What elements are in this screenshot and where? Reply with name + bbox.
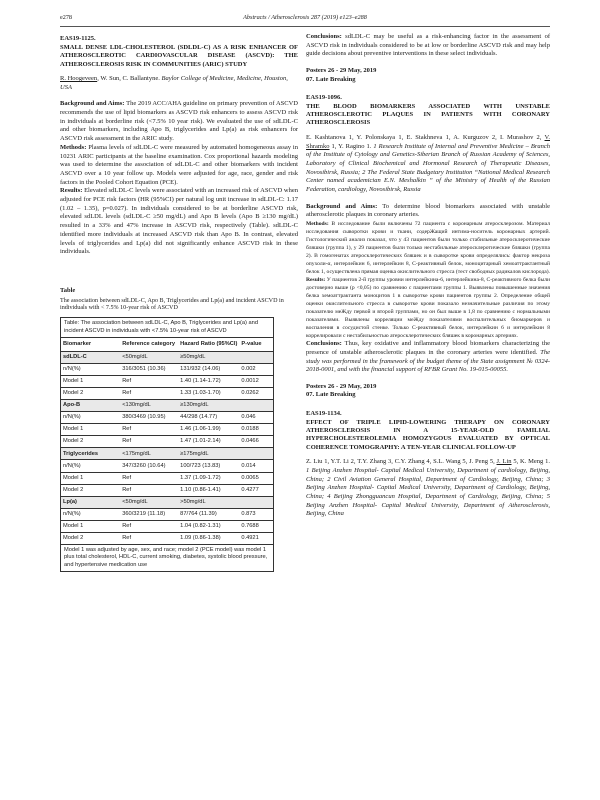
table-cell: n/N(%) [63,365,81,372]
table-header-cell: Hazard Ratio (95%CI) [180,340,238,347]
table-cell: 360/3219 (11.18) [122,511,166,517]
abstract2-methods-text: В исследование были включены 72 пациента с коронарным атеросклерозом. Материал исследования сыворотки крови и ткани, содерЖащий интима-носитель коронарных артерий. Гистологический анализ показал, что у 43 пациентов были только стабильные атеросклеротические бляшки (группа 1), у 29 пациентов были только нестабильные атеросклеротические бляшки (группа 2). В гомогенатах атеросклеротических бляшек и в сыворотке крови определялись: фактор некроза опухоли-α, интерлейкин 6, интерлейкин 8, С-реактивный белок, моноцитарный хемоаттрактантный белок 1, осуществлена прямая оценка окислительного стресса (тест свободных радикалов кислорода). [306,221,551,276]
abstract3-authors-before: Z. Liu 1, Y.T. Li 2, T.Y. Zhang 3, C.Y. Zhang 4, S.L. Wang 5, J. Peng 5, [306,458,497,466]
table-cell: Model 1 [63,377,84,384]
table-cell: 44/298 (14.77) [180,414,218,421]
table-cell: 0.0012 [241,377,259,384]
abstract2-methods [306,220,550,276]
abstract1-methods-text: Plasma levels of sdLDL-C were measured by automated homogeneous assay in 10231 ARIC participants at the baseline examination. Cox proportional hazards modeling was used to determine the association of sdLDL-C and other biomarkers with incident ASCVD over a 10 year follow up. Models were adjusted for age, race, gender and risk factors in the Pooled Cohort Equation (PCE). [60,143,298,186]
table-cell: Model 1 [63,523,84,530]
table-group-row [61,351,273,363]
abstract1-id: EAS19-1125. [60,35,96,42]
abstract2-session-dates: Posters 26 - 29 May, 2019 [306,67,377,75]
table-cell: 347/3260 (10.64) [122,462,166,469]
table-cell: Ref [122,523,132,530]
table-cell: 1.46 (1.06-1.99) [180,426,221,433]
table-cell: Model 1 [63,474,84,481]
page-number: e278 [60,14,73,21]
table-cell: 0.002 [241,365,256,372]
table-caption: The association between sdLDL-C, Apo B, Triglycerides and Lp(a) and incident ASCVD in individuals with < 7.5% 10-year risk of ASCVD [60,297,284,312]
table-row [61,472,273,484]
table-header-cell: Reference category [122,340,175,347]
abstract3-authors-after: 5, K. Meng 1. [511,458,550,466]
table-header-cell: Biomarker [63,340,92,347]
table-cell: Model 1 [63,426,84,433]
abstract3-authors [306,458,550,519]
table-cell: Lp(a) [63,498,77,505]
abstract2-title: THE BLOOD BIOMARKERS ASSOCIATED WITH UNSTABLE ATHEROSCLEROTIC PLAQUES IN PATIENTS WITH CORONARY ATHEROSCLEROSIS [306,102,550,127]
table-cell: Ref [122,390,132,397]
table-row [61,436,273,448]
table-cell: 0.046 [241,414,256,421]
table-group-row [61,496,273,508]
abstract1-conclusions-label: Conclusions: [306,33,342,40]
table-cell: Ref [122,426,132,433]
abstract1-background [60,100,298,144]
table-cell: 0.014 [241,462,256,469]
abstract2-authors [306,134,550,195]
abstract2-conclusions-label: Conclusions: [306,340,342,348]
table-cell: 0.4277 [241,486,259,493]
abstract1-results-text: Elevated sdLDL-C levels were associated with an increased risk of ASCVD when adjusted for PCE risk factors (HR (95%CI) per natural log unit increase in sdLDL-C: 1.17 (1.02 – 1.35), p=0.027). In individuals considered to be at borderline ASCVD risk, elevated sdLDL levels (sdLDL-C ≥50 mg/dL) and Apo B levels (Apo B ≥130 mg/dL) resulted in a 33% and 47% increase in ASCVD risk, respectively (Table). sdLDL-C identified more individuals at increased ASCVD risk than Apo B. In contrast, elevated levels of triglycerides and Lp(a) did not significantly enhance ASCVD risk in these individuals. [60,187,298,256]
abstract1-results [60,187,298,257]
table-cell: ≥50mg/dL [180,353,206,360]
table-figure-title: Table: The association between sdLDL-C, Apo B, Triglycerides and Lp(a) and incident ASCVD in individuals with <7.5% 10-year risk of ASCVD [61,318,273,338]
table-group-row [61,399,273,411]
table-cell: Model 2 [63,390,84,397]
table-cell: >50mg/dL [180,498,206,505]
abstract2-session-name: 07. Late Breaking [306,75,356,83]
abstract2-id: EAS19-1096. [306,93,342,101]
abstract2-presenting-author: V. Shramko [306,133,550,150]
table-cell: 131/932 (14.06) [180,365,221,372]
abstract1-coauthors: , W. Sun, C. Ballantyne. [97,74,162,82]
table-cell: 100/723 (13.83) [180,462,221,469]
table-cell: 1.09 (0.86-1.38) [180,535,221,542]
abstract1-authors [60,75,298,92]
left-column [60,33,298,572]
table-cell [239,399,273,411]
table-cell: 1.47 (1.01-2.14) [180,438,221,445]
table-cell: n/N(%) [63,462,81,469]
table-cell: 380/3469 (10.95) [122,414,166,421]
abstract3-session-name: 07. Late Breaking [306,391,356,399]
abstract2-background-label: Background and Aims: [306,202,378,210]
table-cell: 0.0466 [241,438,259,445]
table-cell: ≥130mg/dL [180,402,209,409]
table-note: Model 1 was adjusted by age, sex, and race; model 2 (PCE model) was model 1 plus total cholesterol, HDL-C, current smoking, diabetes, systolic blood pressure, and hypertensive medication use [64,547,268,568]
abstract2-funding-note: The study was performed in the framework of the budget theme of the State assignment № 0324-2018-0001, and with the financial support of RFBR Grant No. 19-015-00055. [306,348,550,374]
abstract1-methods [60,144,298,188]
abstract1-conclusions-text: sdLDL-C may be useful as a risk-enhancing factor in the assessment of ASCVD risk in individuals considered to be at low or borderline ASCVD risk and may help guide decisions about preventive interventions in these select individuals. [306,33,550,58]
table-cell: 1.10 (0.86-1.41) [180,486,221,493]
right-column [306,33,550,519]
table-row [61,363,273,375]
table-row [61,533,273,545]
abstract1-title: SMALL DENSE LDL-CHOLESTEROL (SDLDL-C) AS A RISK ENHANCER OF ATHEROSCLEROTIC CARDIOVASCULAR DISEASE (ASCVD): THE ATHEROSCLEROSIS RISK IN COMMUNITIES (ARIC) STUDY [60,43,298,68]
table-cell: Model 2 [63,486,84,493]
table-row [61,424,273,436]
abstract2-conclusions-text: Thus, key oxidative and inflammatory blood biomarkers characterizing the presence of unstable atherosclerotic plaques in the coronary arteries were identified. [306,340,550,356]
table-cell: Triglycerides [63,450,99,457]
table-row [61,375,273,387]
table-cell: 0.0262 [241,390,259,397]
abstract1-background-text: The 2019 ACC/AHA guideline on primary prevention of ASCVD recommends the use of lipid biomarkers as ASCVD risk enhancers to assess ASCVD risk in individuals at borderline risk (<7.5% 10 year risk). We evaluated the use of sdLDL-C and other biomarkers, including Apo B, triglycerides and Lp(a) as risk enhancers for ASCVD risk assessment in the ARIC study. [60,100,298,143]
table-cell: 0.0188 [241,426,259,433]
table-cell: 316/3051 (10.36) [122,365,166,372]
table-header-row [61,338,273,351]
journal-citation: Abstracts / Atherosclerosis 287 (2019) e123–e288 [243,14,367,21]
header-rule [60,26,550,27]
abstract2-results-label: Results: [306,277,326,284]
table-row [61,460,273,472]
table-row [61,484,273,496]
table-cell: 1.04 (0.82-1.31) [180,523,221,530]
table-cell: 0.873 [241,511,256,517]
table-cell: Ref [122,535,132,542]
table-cell [239,448,273,460]
abstract2-authors-before: E. Kashtanova 1, Y. Polonskaya 1, E. Stakhneva 1, A. Kurguzov 2, I. Murashov 2, [306,133,545,141]
abstract3-presenting-author: J. Lin [496,458,512,466]
abstract3-affiliations: 1 Beijing Anzhen Hospital- Capital Medical University, Department of cardiology, Beijing, China; 2 Civil Aviation General Hospital, Department of Cardiology, Beijing, China; 3 Beijing Anzhen Hospital- Capital Medical University, Department of Cardiology, Beijing, China; 4 Beijing Zhongguancun Hospital, Department of Cardiology, Beijing, China; 5 Beijing Anzhen Hospital- Capital Medical University, Department of Atherosclerosis, Beijing, China [306,466,550,518]
table-cell [239,496,273,508]
table-cell: n/N(%) [63,414,81,421]
abstract2-results-text: У пациентов 2-й группы уровни интерлейкина-6, интерлейкина-8, С-реактивного белка были достоверно выше (p <0,05) по сравнению с пациентами группы 1. Выявлены повышенные значения белка хемоаттрактанта моноцитов 1 в сыворотке крови пациентов группы 2. Определение общей оценки окислительного стресса в сыворотке крови показало незначительные различия по этому показателю меЖду первой и второй группами, но он был выше в 1,8 по сравнению с нормальными показателями. Выявлены корреляции меЖду показателями воспалительных биомаркеров и воспаления в сосудистой стенке. Только С-реактивный белок, интерлейкин 6 и интерлейкин 8 коррелировали с нестабильностью атеросклеротических бляшек в коронарных артериях. [306,277,550,340]
table-cell: 0.7688 [241,523,259,530]
abstract1-background-label: Background and Aims: [60,100,125,108]
table-cell: Model 2 [63,438,84,445]
abstract2-background-text: To determine blood biomarkers associated with unstable atherosclerotic plaques in coronary arteries. [306,202,550,219]
abstract2-results [306,276,550,340]
table-row [61,387,273,399]
table-cell: 1.37 (1.09-1.72) [180,474,221,481]
abstract1-methods-label: Methods: [60,143,87,151]
abstract2-methods-label: Methods: [306,221,329,228]
table-cell: <130mg/dL [122,402,151,409]
table-cell: Ref [122,438,132,445]
table-group-row [61,448,273,460]
table-cell: sdLDL-C [63,353,87,360]
abstract2-conclusions [306,340,550,375]
table-cell: n/N(%) [63,511,81,517]
table-cell: <50mg/dL [122,353,148,360]
table-row [61,508,273,520]
table-header-cell: P-value [241,340,262,347]
table-cell: Ref [122,377,132,384]
table-cell: <175mg/dL [122,450,151,457]
results-table [61,338,273,545]
table-label: Table [60,286,76,294]
table-row [61,520,273,532]
table-cell: Apo-B [63,402,81,409]
abstract3-title: EFFECT OF TRIPLE LIPID-LOWERING THERAPY ON CORONARY ATHEROSCLEROSIS IN A 15-YEAR-OLD FAMILIAL HYPERCHOLESTEROLEMIA HOMOZYGOUS EVALUATED BY OPTICAL COHERENCE TOMOGRAPHY: A TEN-YEAR CLINICAL FOLLOW-UP [306,418,550,451]
table-cell: Ref [122,486,132,493]
abstract1-results-label: Results: [60,187,83,195]
table-body [61,351,273,545]
abstract1-conclusions [306,33,550,59]
abstract3-id: EAS19-1134. [306,409,342,417]
table-cell: ≥175mg/dL [180,450,209,457]
abstract1-affiliation: Baylor College of Medicine, Medicine, Houston, USA [60,74,288,91]
results-table-figure [60,317,274,572]
table-row [61,412,273,424]
abstract1-presenting-author: R. Hoogeveen [60,74,98,82]
table-cell: 87/764 (11.39) [180,511,217,517]
table-cell: 1.33 (1.03-1.70) [180,390,221,397]
abstract2-background [306,203,550,220]
table-cell: Model 2 [63,535,84,542]
table-cell: Ref [122,474,132,481]
abstract2-authors-after: 1, Y. Ragino 1. [329,142,374,150]
table-cell: 1.40 (1.14-1.72) [180,377,221,384]
abstract2-affiliations: 1 Research Institute of Internal and Preventive Medicine – Branch of the Institute of Cytology and Genetics-Siberian Branch of Russian Academy of Sciences, Laboratory of Clinical Biochemical and Hormonal Research of Therapeutic Diseases, Novosibirsk, Russia; 2 The Federal State Budgetary Institution “National Medical Research Center named academician E.N. Meshalkin ” of the Ministry of Health of the Russian Federation, cardiology, Novosibirsk, Russia [306,142,550,194]
table-cell: 0.4921 [241,535,259,542]
table-cell: <50mg/dL [122,498,148,505]
table-cell: 0.0065 [241,474,259,481]
table-cell [239,351,273,363]
abstract3-session-dates: Posters 26 - 29 May, 2019 [306,382,377,390]
